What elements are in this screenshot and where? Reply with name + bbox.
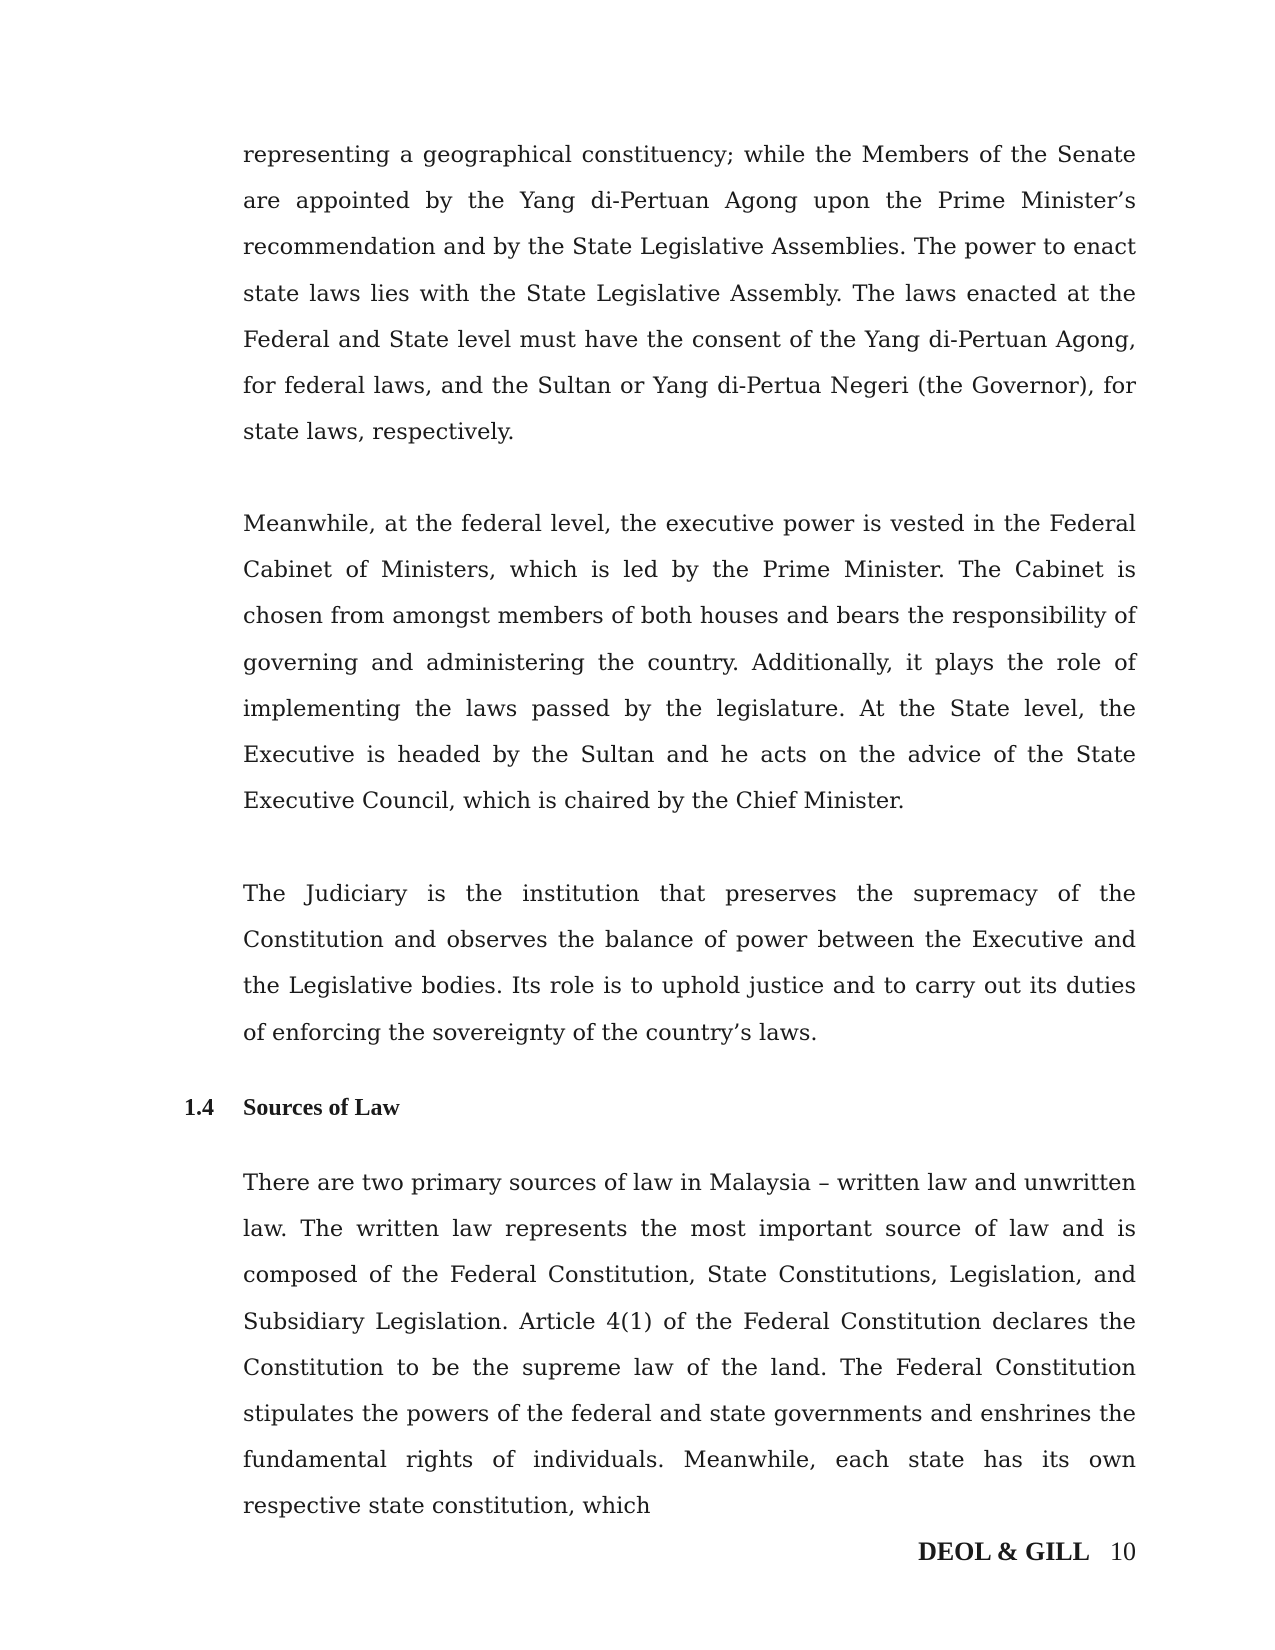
page-footer [918, 1536, 1136, 1568]
footer-brand: DEOL & GILL [918, 1537, 1090, 1566]
paragraph-sources-of-law: There are two primary sources of law in Malaysia – written law and unwritten law. The written law represents the most important source of law and is composed of the Federal Constitution, State Constitutions, Legislation, and Subsidiary Legislation. Article 4(1) of the Federal Constitution declares the Constitution to be the supreme law of the land. The Federal Constitution stipulates the powers of the federal and state governments and enshrines the fundamental rights of individuals. Meanwhile, each state has its own respective state constitution, which [243, 1170, 1136, 1520]
section-title: Sources of Law [243, 1095, 400, 1121]
section-heading [184, 1093, 400, 1123]
page-number: 10 [1110, 1537, 1136, 1566]
paragraph-judiciary: The Judiciary is the institution that preserves the supremacy of the Constitution and observes the balance of power between the Executive and the Legislative bodies. Its role is to uphold justice and to carry out its duties of enforcing the sovereignty of the country’s laws. [243, 881, 1136, 1046]
paragraph-legislature: representing a geographical constituency; while the Members of the Senate are appointed by the Yang di-Pertuan Agong upon the Prime Minister’s recommendation and by the State Legislative Assemblies. The power to enact state laws lies with the State Legislative Assembly. The laws enacted at the Federal and State level must have the consent of the Yang di-Pertuan Agong, for federal laws, and the Sultan or Yang di-Pertua Negeri (the Governor), for state laws, respectively. [243, 142, 1136, 446]
paragraph-executive: Meanwhile, at the federal level, the executive power is vested in the Federal Cabinet of Ministers, which is led by the Prime Minister. The Cabinet is chosen from amongst members of both houses and bears the responsibility of governing and administering the country. Additionally, it plays the role of implementing the laws passed by the legislature. At the State level, the Executive is headed by the Sultan and he acts on the advice of the State Executive Council, which is chaired by the Chief Minister. [243, 511, 1136, 815]
section-number: 1.4 [184, 1095, 214, 1121]
